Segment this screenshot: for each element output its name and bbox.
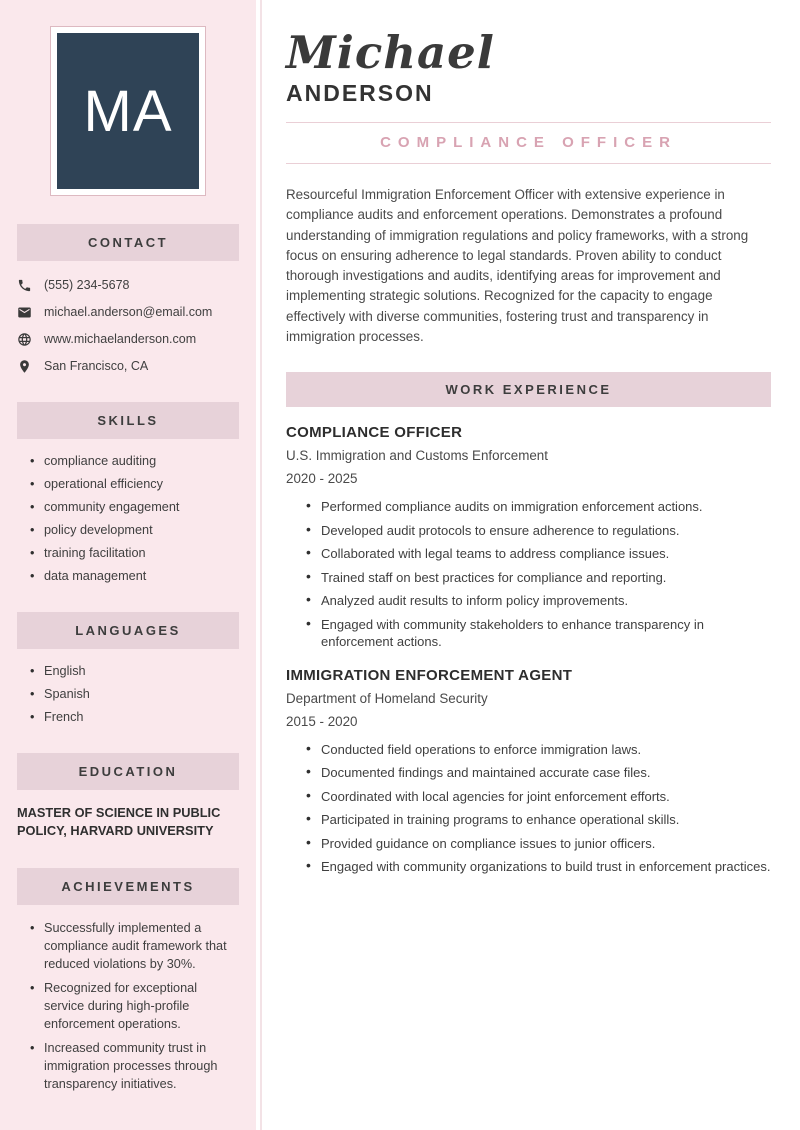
- achievement-item: • Recognized for exceptional service during high-profile enforcement operations.: [30, 979, 239, 1033]
- contact-location-text: San Francisco, CA: [44, 359, 149, 373]
- contact-item-phone: [17, 277, 239, 293]
- profile-summary: Resourceful Immigration Enforcement Officer with extensive experience in compliance audits and enforcement operations. Demonstrates a profound understanding of immigration regulations and policy frameworks, with a strong focus on ensuring adherence to legal standards. Proven ability to conduct thorough investigations and audits, identifying areas for improvement and implementing strategic solutions. Recognized for the capacity to engage effectively with diverse communities, fostering trust and transparency in immigration processes.: [286, 187, 749, 345]
- email-icon: [17, 305, 32, 320]
- globe-icon: [17, 332, 32, 347]
- education-section-heading: EDUCATION: [17, 753, 239, 790]
- job-entry: [286, 424, 771, 650]
- job-company-2: Department of Homeland Security: [286, 690, 488, 706]
- job-dates-2: 2015 - 2020: [286, 713, 358, 729]
- location-icon: [17, 359, 32, 374]
- job-bullet: • Documented findings and maintained accurate case files.: [306, 764, 771, 781]
- languages-section-heading: LANGUAGES: [17, 612, 239, 649]
- job-bullet: • Engaged with community organizations to build trust in enforcement practices.: [306, 858, 771, 875]
- language-item: • French: [30, 709, 239, 725]
- job-bullet: • Engaged with community stakeholders to enhance transparency in enforcement actions.: [306, 616, 771, 650]
- contact-item-website: [17, 331, 239, 347]
- skill-item: • policy development: [30, 522, 239, 538]
- job-bullet: • Analyzed audit results to inform policy improvements.: [306, 592, 771, 609]
- job-bullet: • Developed audit protocols to ensure adherence to regulations.: [306, 522, 771, 539]
- job-bullet: • Conducted field operations to enforce immigration laws.: [306, 741, 771, 758]
- monogram-initials: MA: [57, 33, 199, 189]
- education-degree: MASTER OF SCIENCE IN PUBLIC POLICY, HARVARD UNIVERSITY: [17, 805, 221, 838]
- monogram-frame: [50, 26, 206, 196]
- skills-list: [30, 453, 239, 584]
- job-title-banner: [286, 122, 771, 164]
- phone-icon: [17, 278, 32, 293]
- job-dates-1: 2020 - 2025: [286, 471, 358, 487]
- language-item: • Spanish: [30, 686, 239, 702]
- first-name: Michael: [286, 26, 495, 79]
- skill-item: • community engagement: [30, 499, 239, 515]
- achievements-list: [30, 919, 239, 1093]
- job-bullet: • Participated in training programs to enhance operational skills.: [306, 811, 771, 828]
- contact-email-text: michael.anderson@email.com: [44, 305, 213, 319]
- sidebar: [0, 0, 256, 1130]
- contact-item-email: [17, 304, 239, 320]
- job-bullets-2: [306, 741, 771, 876]
- job-bullet: • Coordinated with local agencies for joint enforcement efforts.: [306, 788, 771, 805]
- last-name: ANDERSON: [286, 80, 434, 106]
- skill-item: • data management: [30, 568, 239, 584]
- language-item: • English: [30, 663, 239, 679]
- job-bullets-1: [306, 498, 771, 650]
- languages-list: [30, 663, 239, 725]
- main-content: [286, 0, 771, 1130]
- contact-phone-text: (555) 234-5678: [44, 278, 130, 292]
- job-title-2: IMMIGRATION ENFORCEMENT AGENT: [286, 666, 573, 684]
- job-entry: [286, 667, 771, 876]
- job-title-1: COMPLIANCE OFFICER: [286, 424, 463, 442]
- contact-item-location: [17, 358, 239, 374]
- contact-section-heading: CONTACT: [17, 224, 239, 261]
- skills-section-heading: SKILLS: [17, 402, 239, 439]
- job-bullet: • Collaborated with legal teams to address compliance issues.: [306, 545, 771, 562]
- job-bullet: • Trained staff on best practices for compliance and reporting.: [306, 569, 771, 586]
- job-title: COMPLIANCE OFFICER: [380, 134, 677, 151]
- work-experience-heading: WORK EXPERIENCE: [286, 372, 771, 407]
- job-bullet: • Performed compliance audits on immigration enforcement actions.: [306, 498, 771, 515]
- contact-list: [17, 277, 239, 374]
- skill-item: • training facilitation: [30, 545, 239, 561]
- achievements-section-heading: ACHIEVEMENTS: [17, 868, 239, 905]
- achievement-item: • Increased community trust in immigration processes through transparency initiatives.: [30, 1039, 239, 1093]
- contact-website-text: www.michaelanderson.com: [44, 332, 197, 346]
- job-bullet: • Provided guidance on compliance issues to junior officers.: [306, 835, 771, 852]
- achievement-item: • Successfully implemented a compliance audit framework that reduced violations by 30%.: [30, 919, 239, 973]
- skill-item: • compliance auditing: [30, 453, 239, 469]
- skill-item: • operational efficiency: [30, 476, 239, 492]
- job-company-1: U.S. Immigration and Customs Enforcement: [286, 448, 548, 464]
